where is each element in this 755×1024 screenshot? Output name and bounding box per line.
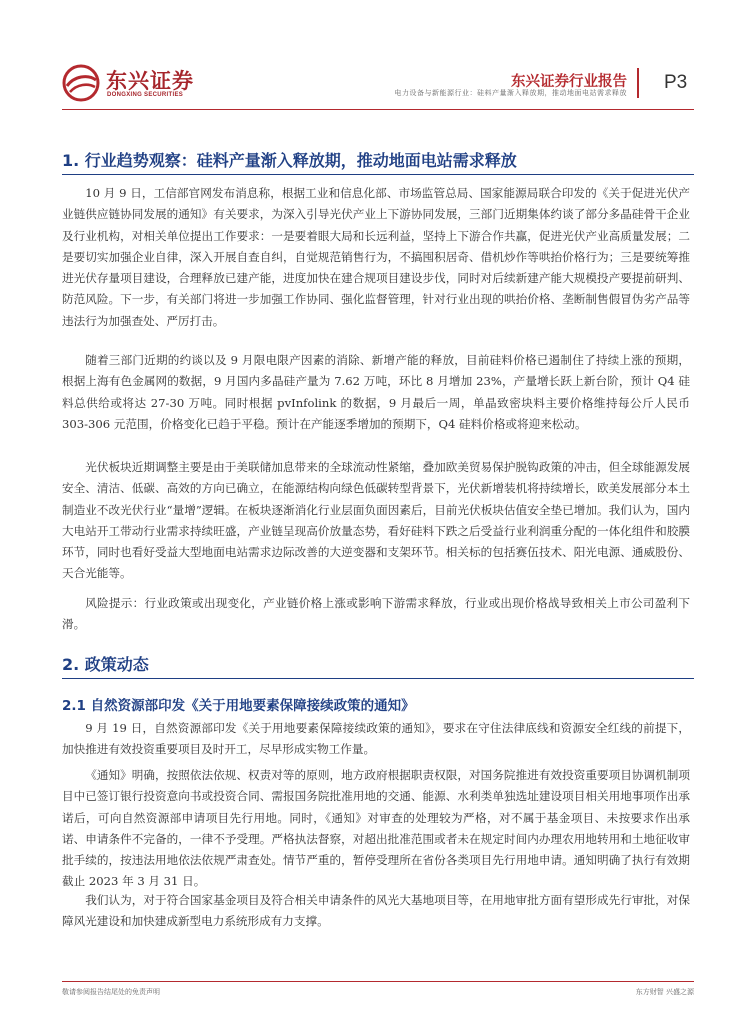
header-divider <box>637 68 639 98</box>
section-1-rule <box>62 174 694 175</box>
report-title: 东兴证券行业报告 <box>511 74 627 90</box>
risk-warning-paragraph: 风险提示：行业政策或出现变化，产业链价格上涨或影响下游需求释放，行业或出现价格战导致相关上市公司盈利下滑。 <box>62 596 690 632</box>
section-2-title: 2. 政策动态 <box>62 655 149 674</box>
footer-slogan: 东方财智 兴盛之源 <box>635 988 694 996</box>
section-2-rule <box>62 678 694 679</box>
section-2-1-title: 2.1 自然资源部印发《关于用地要素保障接续政策的通知》 <box>62 698 415 714</box>
section-1-paragraph-2: 随着三部门近期的约谈以及 9 月限电限产因素的消除、新增产能的释放，目前硅料价格已遏制住了持续上涨的预期，根据上海有色金属网的数据，9 月国内多晶硅产量为 7.62 万吨，环比 8 月增加 23%，产量增长跃上新台阶，预计 Q4 硅料总供给或将达 27-30 万吨。同时根据 pvInfolink 的数据，9 月最后一周，单晶致密块料主要价格维持每公斤人民币 303-306 元范围，价格变化已趋于平稳。预计在产能逐季增加的预期下，Q4 硅料价格或将迎来松动。 <box>62 353 690 431</box>
header-rule <box>62 109 694 110</box>
logo-text-cn: 东兴证券 <box>106 69 194 93</box>
report-subtitle: 电力设备与新能源行业：硅料产量渐入释放期，推动地面电站需求释放 <box>394 89 627 97</box>
section-2-1-paragraph-1: 9 月 19 日，自然资源部印发《关于用地要素保障接续政策的通知》，要求在守住法律底线和资源安全红线的前提下，加快推进有效投资重要项目及时开工，尽早形成实物工作量。 <box>62 721 690 757</box>
section-1-title: 1. 行业趋势观察：硅料产量渐入释放期，推动地面电站需求释放 <box>62 151 517 170</box>
dongxing-logo <box>62 64 192 104</box>
logo-text-en: DONGXING SECURITIES <box>107 92 184 98</box>
section-2-1-paragraph-3: 我们认为，对于符合国家基金项目及符合相关申请条件的风光大基地项目等，在用地审批方面有望形成先行审批，对保障风光建设和加快建成新型电力系统形成有力支撑。 <box>62 893 690 929</box>
section-1-paragraph-1: 10 月 9 日，工信部官网发布消息称，根据工业和信息化部、市场监管总局、国家能源局联合印发的《关于促进光伏产业链供应链协同发展的通知》有关要求，为深入引导光伏产业上下游协同发展，三部门近期集体约谈了部分多晶硅骨干企业及行业机构，对相关单位提出工作要求：一是要着眼大局和长远利益，坚持上下游合作共赢，促进光伏产业高质量发展；二是要切实加强企业自律，深入开展自查自纠，自觉规范销售行为，不搞囤积居奇、借机炒作等哄抬价格行为；三是要统筹推进光伏存量项目建设，合理释放已建产能，进度加快在建合规项目建设步伐，同时对后续新建产能大规模投产要提前研判、防范风险。下一步，有关部门将进一步加强工作协同、强化监督管理，针对行业出现的哄抬价格、垄断制售假冒伪劣产品等违法行为加强查处、严厉打击。 <box>62 186 690 328</box>
page-number: P3 <box>664 72 688 93</box>
footer-disclaimer: 敬请参阅报告结尾处的免责声明 <box>62 988 160 996</box>
footer-rule <box>62 981 694 982</box>
logo-emblem-icon <box>62 64 102 102</box>
section-2-1-paragraph-2: 《通知》明确，按照依法依规、权责对等的原则，地方政府根据职责权限，对国务院推进有效投资重要项目协调机制项目中已签订银行投资意向书或投资合同、需报国务院批准用地的交通、能源、水利类单独选址建设项目相关用地事项作出承诺后，可向自然资源部申请项目先行用地。同时，《通知》对审查的处理较为严格，对不属于基金项目、未按要求作出承诺、申请条件不完备的，一律不予受理。严格执法督察，对超出批准范围或者未在规定时间内办理农用地转用和土地征收审批手续的，按违法用地依法依规严肃查处。情节严重的，暂停受理所在省份各类项目先行用地申请。通知明确了执行有效期截止 2023 年 3 月 31 日。 <box>62 768 690 889</box>
page-header <box>0 0 755 110</box>
section-1-paragraph-3: 光伏板块近期调整主要是由于美联储加息带来的全球流动性紧缩，叠加欧美贸易保护脱钩政策的冲击，但全球能源发展安全、清洁、低碳、高效的方向已确立，在能源结构向绿色低碳转型背景下，光伏新增装机将持续增长，欧美发展部分本土制造业不改光伏行业“量增”逻辑。在板块逐渐消化行业层面负面因素后，目前光伏板块估值安全垫已增加。我们认为，国内大电站开工带动行业需求持续旺盛，产业链呈现高价放量态势，看好硅料下跌之后受益行业利润重分配的一体化组件和胶膜环节，同时也看好受益大型地面电站需求边际改善的大逆变器和支架环节。相关标的包括赛伍技术、阳光电源、通威股份、天合光能等。 <box>62 460 690 581</box>
